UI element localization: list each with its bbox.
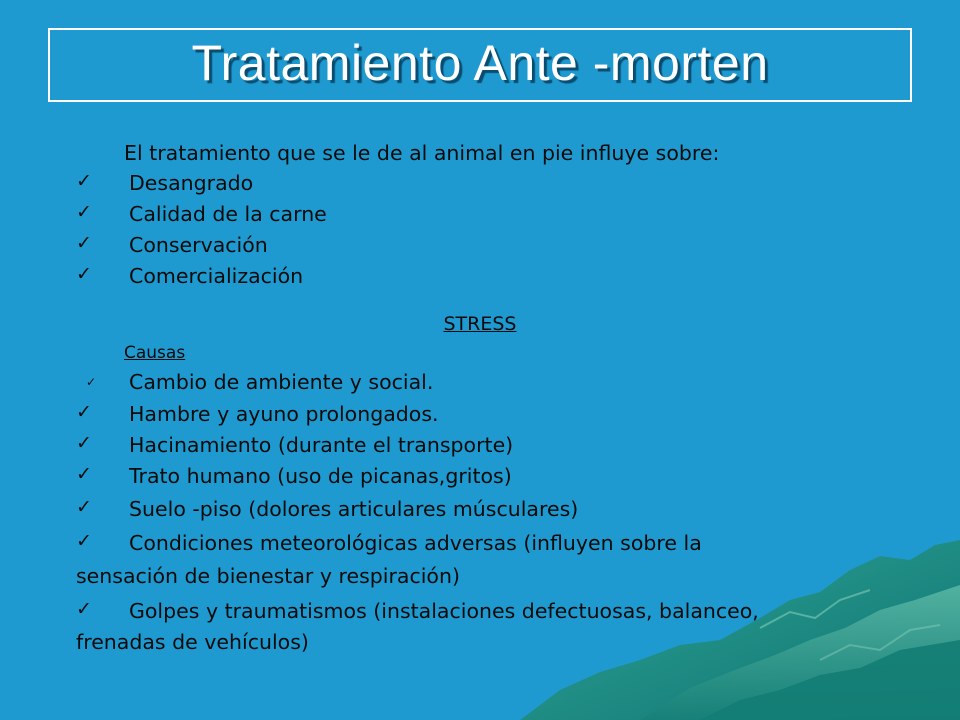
- check-mark-icon: ✓: [76, 201, 92, 223]
- page-title: Tratamiento Ante -morten: [191, 35, 769, 91]
- check-mark-icon: ✓: [86, 375, 97, 389]
- cause-item: Condiciones meteorológicas adversas (influyen sobre la: [129, 531, 702, 555]
- cause-item: Hacinamiento (durante el transporte): [129, 433, 514, 457]
- check-mark-icon: ✓: [76, 232, 92, 254]
- effect-item: Comercialización: [129, 264, 304, 288]
- check-mark-icon: ✓: [76, 170, 92, 192]
- cause-item-continuation: sensación de bienestar y respiración): [76, 564, 460, 588]
- cause-item-continuation: frenadas de vehículos): [76, 630, 309, 654]
- effect-item: Conservación: [129, 233, 268, 257]
- check-mark-icon: ✓: [76, 263, 92, 285]
- causes-label: Causas: [124, 343, 186, 363]
- cause-item: Hambre y ayuno prolongados.: [129, 402, 439, 426]
- effect-item: Calidad de la carne: [129, 202, 327, 226]
- check-mark-icon: ✓: [76, 401, 92, 423]
- cause-item: Cambio de ambiente y social.: [129, 370, 434, 394]
- check-mark-icon: ✓: [76, 598, 92, 620]
- check-mark-icon: ✓: [76, 463, 92, 485]
- check-mark-icon: ✓: [76, 530, 92, 552]
- effect-item: Desangrado: [129, 171, 254, 195]
- cause-item: Golpes y traumatismos (instalaciones defectuosas, balanceo,: [129, 599, 759, 623]
- title-box: [48, 28, 912, 102]
- stress-heading: STRESS: [443, 313, 517, 335]
- cause-item: Suelo -piso (dolores articulares músculares): [129, 497, 579, 521]
- check-mark-icon: ✓: [76, 432, 92, 454]
- check-mark-icon: ✓: [76, 496, 92, 518]
- intro-text: El tratamiento que se le de al animal en pie influye sobre:: [124, 141, 720, 165]
- cause-item: Trato humano (uso de picanas,gritos): [129, 464, 512, 488]
